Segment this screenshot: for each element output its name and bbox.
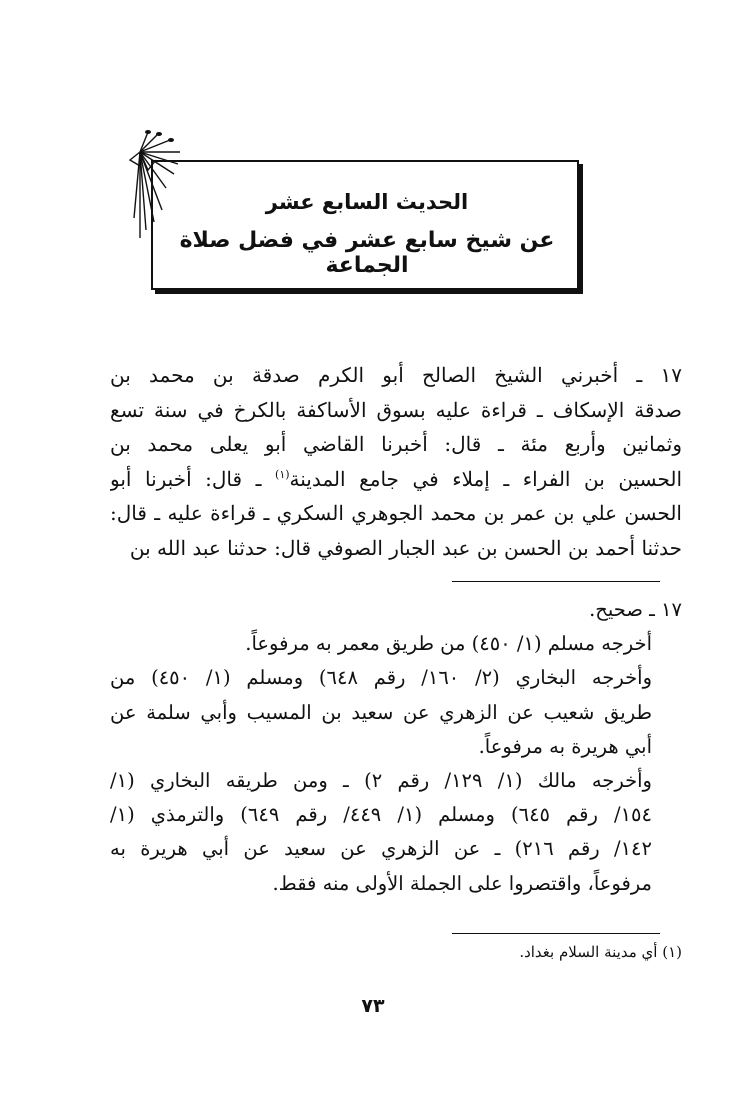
footnote-text: أي مدينة السلام بغداد.: [519, 943, 658, 961]
text-line: وثمانين وأربع مئة ـ قال: أخبرنا القاضي أبو يعلى محمد بن: [110, 432, 682, 456]
page-number: ٧٣: [361, 995, 385, 1017]
section-divider: [452, 581, 660, 582]
text-line-part: الحسين بن الفراء ـ إملاء في جامع المدينة: [289, 466, 682, 491]
note-line: أبي هريرة به مرفوعاً.: [478, 734, 652, 758]
title-frame: [151, 160, 579, 290]
text-line: [110, 462, 682, 497]
text-line-part: ـ قال: أخبرنا أبو: [110, 466, 276, 491]
note-line: ١٧ ـ صحيح.: [589, 598, 682, 621]
note-line: مرفوعاً، واقتصروا على الجملة الأولى منه فقط.: [272, 871, 652, 895]
text-line: صدقة الإسكاف ـ قراءة عليه بسوق الأساكفة بالكرخ في سنة تسع: [110, 397, 682, 422]
text-line: ١٧ ـ أخبرني الشيخ الصالح أبو الكرم صدقة بن محمد بن: [110, 363, 682, 387]
text-line: الحسن علي بن عمر بن محمد الجوهري السكري ـ قراءة عليه ـ قال:: [110, 501, 682, 525]
page-title: الحديث السابع عشر: [265, 190, 469, 214]
note-line: أخرجه مسلم (١/ ٤٥٠) من طريق معمر به مرفوعاً.: [245, 632, 652, 656]
footnote-reference: (١): [275, 467, 290, 481]
note-line: طريق شعيب عن الزهري عن سعيد بن المسيب وأبي سلمة عن: [110, 700, 652, 724]
takhrij-notes: [110, 593, 682, 901]
text-line: حدثنا أحمد بن الحسن بن عبد الجبار الصوفي قال: حدثنا عبد الله بن: [129, 535, 682, 560]
footnote-marker: (١): [662, 943, 682, 961]
note-line: وأخرجه البخاري (٢/ ١٦٠/ رقم ٦٤٨) ومسلم (١/ ٤٥٠) من: [110, 666, 652, 690]
note-line: وأخرجه مالك (١/ ١٢٩/ رقم ٢) ـ ومن طريقه البخاري (١/: [110, 768, 652, 792]
hadith-text: [110, 358, 682, 565]
note-line: ١٥٤/ رقم ٦٤٥) ومسلم (١/ ٤٤٩/ رقم ٦٤٩) والترمذي (١/: [110, 803, 652, 827]
footnote: [519, 943, 682, 961]
page-subtitle: عن شيخ سابع عشر في فضل صلاة الجماعة: [179, 228, 555, 278]
footnote-divider: [452, 933, 660, 934]
note-line: ١٤٢/ رقم ٢١٦) ـ عن الزهري عن سعيد عن أبي هريرة به: [110, 837, 652, 861]
